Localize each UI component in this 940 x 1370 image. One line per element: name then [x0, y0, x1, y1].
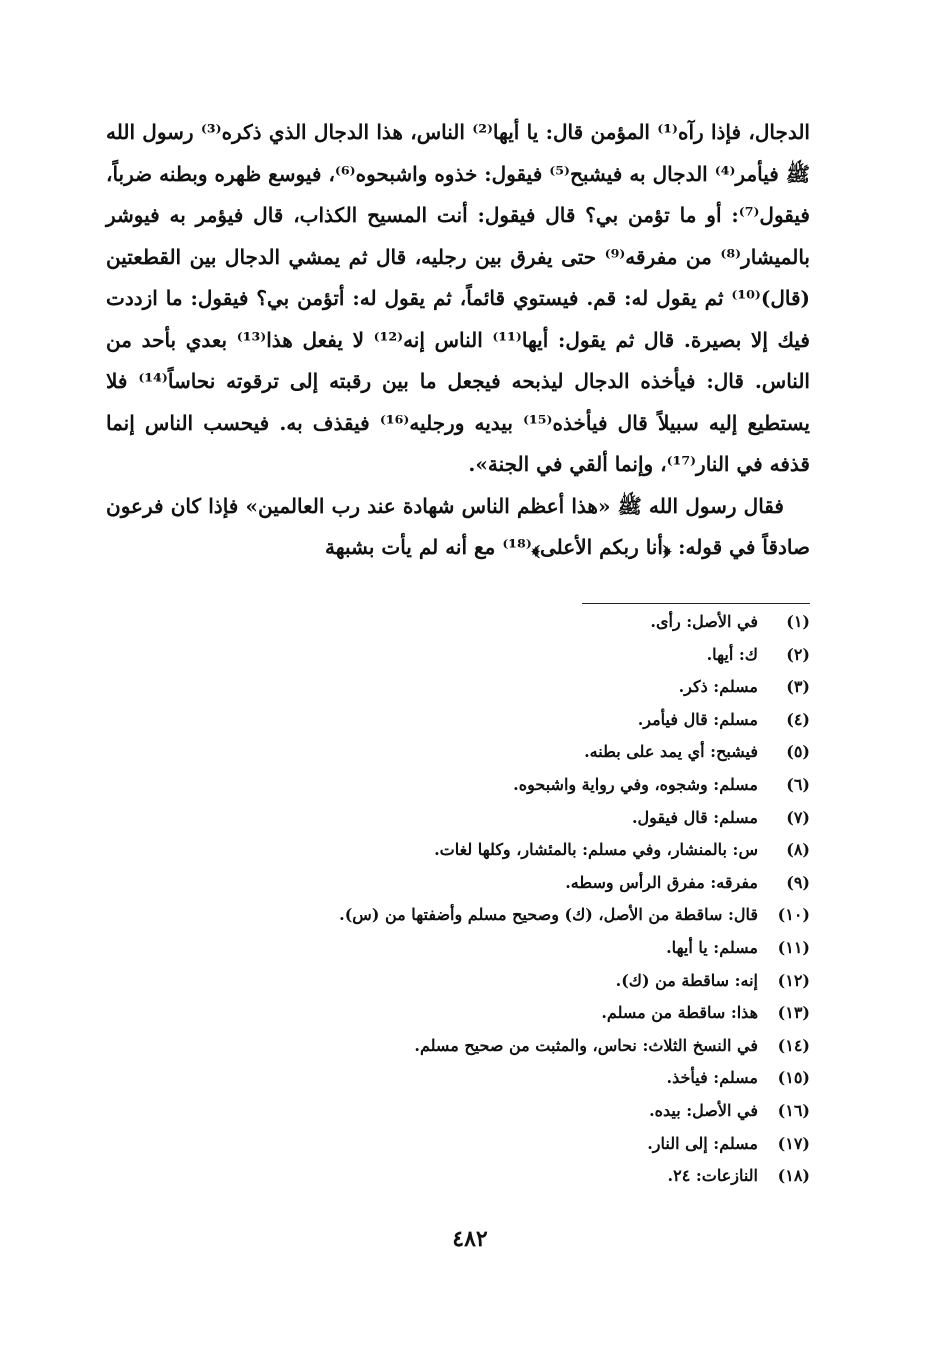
footnote-text: مسلم: قال فيأمر. [637, 709, 758, 729]
footnote-item [150, 932, 810, 965]
footnote-number: (١٣) [777, 1003, 810, 1023]
footnote-item [150, 704, 810, 737]
footnote-text: في النسخ الثلاث: نحاس، والمثبت من صحيح مسلم. [414, 1035, 758, 1055]
footnote-text: مسلم: يا أيها. [666, 937, 758, 957]
page-number: ٤٨٢ [452, 1226, 488, 1252]
footnote-item [150, 1160, 810, 1193]
footnote-number: (١٢) [777, 970, 810, 990]
footnote-number: (١٠) [777, 905, 810, 925]
footnote-text: في الأصل: رأى. [650, 612, 758, 631]
footnote-number: (١٥) [777, 1068, 810, 1088]
footnote-text: النازعات: ٢٤. [667, 1166, 758, 1186]
footnote-text: في الأصل: بيده. [649, 1100, 758, 1120]
footnote-text: مسلم: وشجوه، وفي رواية واشبحوه. [513, 774, 758, 794]
footnote-number: (١) [786, 612, 810, 631]
footnote-item [150, 769, 810, 802]
footnote-item [150, 834, 810, 867]
body-paragraph-1: الدجال، فإذا رآه⁽¹⁾ المؤمن قال: يا أيها⁽²⁾ الناس، هذا الدجال الذي ذكره⁽³⁾ رسول الله ﷺ فيأمر⁽⁴⁾ الدجال به فيشبح⁽⁵⁾ فيقول: خذوه واشبحوه⁽⁶⁾، فيوسع ظهره وبطنه ضرباً، فيقول⁽⁷⁾: أو ما تؤمن بي؟ قال فيقول: أنت المسيح الكذاب، قال فيؤمر به فيوشر بالميشار⁽⁸⁾ من مفرقه⁽⁹⁾ حتى يفرق بين رجليه، قال ثم يمشي الدجال بين القطعتين (قال)⁽¹⁰⁾ ثم يقول له: قم. فيستوي قائماً، ثم يقول له: أتؤمن بي؟ فيقول: ما ازددت فيك إلا بصيرة. قال ثم يقول: أيها⁽¹¹⁾ الناس إنه⁽¹²⁾ لا يفعل هذا⁽¹³⁾ بعدي بأحد من الناس. قال: فيأخذه الدجال ليذبحه فيجعل ما بين رقبته إلى ترقوته نحاساً⁽¹⁴⁾ فلا يستطيع إليه سبيلاً قال فيأخذه⁽¹⁵⁾ بيديه ورجليه⁽¹⁶⁾ فيقذف به. فيحسب الناس إنما قذفه في النار⁽¹⁷⁾، وإنما ألقي في الجنة». [106, 120, 810, 476]
footnote-number: (١٦) [777, 1100, 810, 1120]
footnote-item [150, 899, 810, 932]
footnote-number: (٧) [786, 807, 810, 827]
footnote-number: (٤) [786, 709, 810, 729]
footnote-item [150, 997, 810, 1030]
footnote-text: مسلم: قال فيقول. [631, 807, 758, 827]
footnote-number: (١٤) [777, 1035, 810, 1055]
footnote-item [150, 639, 810, 672]
footnote-number: (١٨) [777, 1166, 810, 1186]
footnote-text: مسلم: إلى النار. [647, 1133, 758, 1153]
footnote-number: (١٧) [777, 1133, 810, 1153]
footnote-item [150, 802, 810, 835]
footnote-item [150, 606, 810, 639]
footnote-item [150, 1128, 810, 1161]
footnote-item [150, 736, 810, 769]
footnote-number: (١١) [777, 937, 810, 957]
footnote-number: (٩) [786, 872, 810, 892]
footnote-item [150, 1062, 810, 1095]
footnote-item [150, 965, 810, 998]
footnote-number: (٥) [786, 742, 810, 762]
footnote-number: (٦) [786, 774, 810, 794]
footnote-number: (٣) [786, 677, 810, 697]
footnote-text: مسلم: ذكر. [678, 677, 758, 697]
footnote-separator [582, 603, 810, 604]
footnote-item [150, 1030, 810, 1063]
footnote-text: مفرقه: مفرق الرأس وسطه. [565, 872, 758, 892]
footnote-text: إنه: ساقطة من (ك). [615, 970, 758, 990]
footnote-text: مسلم: فيأخذ. [666, 1068, 758, 1088]
footnote-item [150, 867, 810, 900]
footnote-item [150, 671, 810, 704]
footnote-text: ك: أيها. [706, 644, 758, 664]
footnotes-list [150, 606, 810, 1193]
footnote-text: هذا: ساقطة من مسلم. [601, 1003, 758, 1023]
main-text-block [106, 112, 810, 569]
body-paragraph-2: فقال رسول الله ﷺ «هذا أعظم الناس شهادة عند رب العالمين» فإذا كان فرعون صادقاً في قوله: ﴿أنا ربكم الأعلى﴾⁽¹⁸⁾ مع أنه لم يأت بشبهة [106, 493, 810, 559]
footnote-text: فيشبح: أي يمد على بطنه. [584, 742, 758, 762]
footnote-item [150, 1095, 810, 1128]
footnote-text: قال: ساقطة من الأصل، (ك) وصحيح مسلم وأضفتها من (س). [339, 905, 758, 925]
footnote-number: (٢) [786, 644, 810, 664]
footnote-text: س: بالمنشار، وفي مسلم: بالمئشار، وكلها لغات. [434, 840, 758, 860]
footnote-number: (٨) [786, 840, 810, 860]
